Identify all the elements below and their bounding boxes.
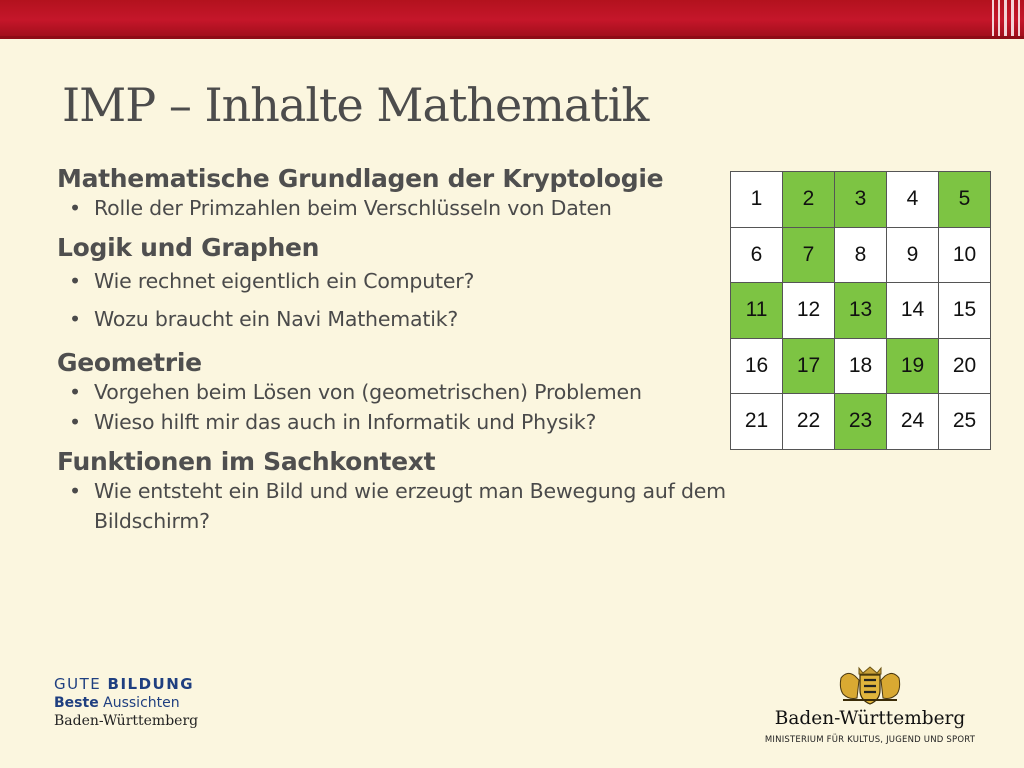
section-functions: [57, 447, 727, 536]
grid-cell: 13: [835, 283, 887, 339]
bullet-icon: •: [69, 479, 81, 503]
grid-cell: 2: [783, 172, 835, 228]
grid-cell: 3: [835, 172, 887, 228]
section-logic: [57, 233, 727, 338]
grid-cell: 23: [835, 394, 887, 450]
section-heading: Funktionen im Sachkontext: [57, 447, 436, 476]
grid-cell: 22: [783, 394, 835, 450]
grid-cell: 18: [835, 339, 887, 395]
grid-cell: 25: [939, 394, 991, 450]
grid-cell: 19: [887, 339, 939, 395]
grid-cell: 15: [939, 283, 991, 339]
grid-cell: 21: [731, 394, 783, 450]
grid-cell: 17: [783, 339, 835, 395]
bullet-item: • Rolle der Primzahlen beim Verschlüsseln von Daten: [57, 193, 727, 223]
gute-bildung-logo: GUTE BILDUNG Beste Aussichten Baden-Württemberg: [54, 675, 199, 729]
grid-cell: 14: [887, 283, 939, 339]
coat-of-arms-icon: [833, 664, 907, 706]
bw-ministry-logo: Baden-Württemberg MINISTERIUM FÜR KULTUS, JUGEND UND SPORT: [760, 664, 980, 745]
slide-title: IMP – Inhalte Mathematik: [62, 78, 649, 132]
grid-cell: 1: [731, 172, 783, 228]
bullet-icon: •: [69, 380, 81, 404]
grid-cell: 8: [835, 228, 887, 284]
section-cryptology: [57, 164, 727, 223]
bullet-item: • Wieso hilft mir das auch in Informatik und Physik?: [57, 407, 727, 437]
grid-cell: 16: [731, 339, 783, 395]
slide-content: [57, 164, 727, 536]
grid-cell: 6: [731, 228, 783, 284]
grid-cell: 10: [939, 228, 991, 284]
grid-cell: 4: [887, 172, 939, 228]
prime-number-grid: [730, 171, 991, 450]
bullet-item: • Wozu braucht ein Navi Mathematik?: [57, 300, 727, 338]
grid-cell: 7: [783, 228, 835, 284]
grid-cell: 11: [731, 283, 783, 339]
grid-cell: 5: [939, 172, 991, 228]
bullet-item: • Wie entsteht ein Bild und wie erzeugt man Bewegung auf dem Bildschirm?: [57, 476, 734, 536]
grid-cell: 20: [939, 339, 991, 395]
top-banner: [0, 0, 1024, 39]
bullet-icon: •: [69, 196, 81, 220]
grid-cell: 9: [887, 228, 939, 284]
bullet-item: • Wie rechnet eigentlich ein Computer?: [57, 262, 727, 300]
section-heading: Mathematische Grundlagen der Kryptologie: [57, 164, 664, 193]
section-heading: Logik und Graphen: [57, 233, 320, 262]
section-geometry: [57, 348, 727, 437]
grid-cell: 12: [783, 283, 835, 339]
bullet-icon: •: [69, 269, 81, 293]
bullet-icon: •: [69, 410, 81, 434]
bullet-icon: •: [69, 307, 81, 331]
bullet-item: • Vorgehen beim Lösen von (geometrischen) Problemen: [57, 377, 727, 407]
section-heading: Geometrie: [57, 348, 202, 377]
grid-cell: 24: [887, 394, 939, 450]
